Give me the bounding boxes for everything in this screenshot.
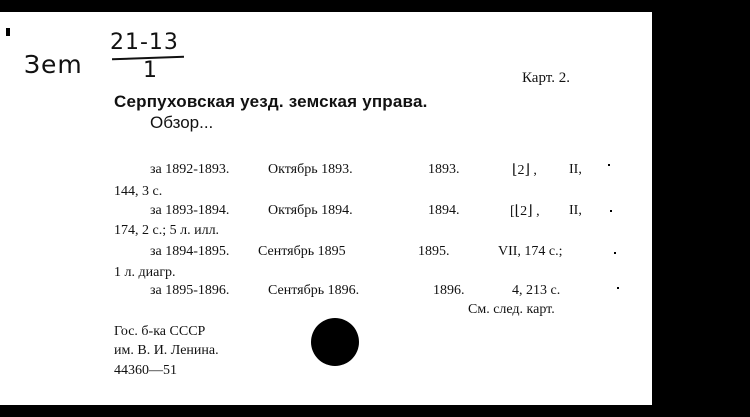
entry-1-volume: II, <box>569 162 582 177</box>
entry-4-volume: 4, 213 с. <box>512 283 561 298</box>
see-next-card: См. след. карт. <box>468 302 555 317</box>
card-title: Серпуховская уезд. земская управа. <box>114 92 428 111</box>
edge-mark <box>6 28 10 36</box>
entry-3-date: Сентябрь 1895 <box>258 244 346 259</box>
speck <box>614 252 616 254</box>
entry-4-year: 1896. <box>433 283 465 298</box>
entry-3-year: 1895. <box>418 244 450 259</box>
entry-4-date: Сентябрь 1896. <box>268 283 360 298</box>
entry-1-bracket: ⌊2⌋ , <box>512 163 537 178</box>
entry-1-range: за 1892-1893. <box>150 162 230 177</box>
library-dedication: им. В. И. Ленина. <box>114 343 219 358</box>
entry-1-pages: 144, 3 с. <box>114 184 163 199</box>
entry-2-bracket: [⌊2⌋ , <box>510 204 540 219</box>
catalog-card <box>0 12 652 405</box>
handwritten-prefix: Зem <box>24 50 83 79</box>
entry-4-range: за 1895-1896. <box>150 283 230 298</box>
entry-3-range: за 1894-1895. <box>150 244 230 259</box>
entry-2-range: за 1893-1894. <box>150 203 230 218</box>
handwritten-number: 21-13 <box>110 30 179 55</box>
card-subtitle: Обзор... <box>150 113 214 132</box>
entry-3-volume: VII, 174 с.; <box>498 244 563 259</box>
entry-1-date: Октябрь 1893. <box>268 162 353 177</box>
speck <box>617 287 619 289</box>
entry-2-volume: II, <box>569 203 582 218</box>
card-number: Карт. 2. <box>522 70 570 86</box>
handwritten-denominator: 1 <box>143 58 157 83</box>
entry-2-year: 1894. <box>428 203 460 218</box>
library-name: Гос. б-ка СССР <box>114 324 206 339</box>
speck <box>610 210 612 212</box>
entry-3-plates: 1 л. диагр. <box>114 265 176 280</box>
entry-1-year: 1893. <box>428 162 460 177</box>
entry-2-date: Октябрь 1894. <box>268 203 353 218</box>
punch-hole <box>311 318 359 366</box>
library-card-code: 44360—51 <box>114 363 177 378</box>
entry-2-pages: 174, 2 с.; 5 л. илл. <box>114 223 220 238</box>
speck <box>608 164 610 166</box>
